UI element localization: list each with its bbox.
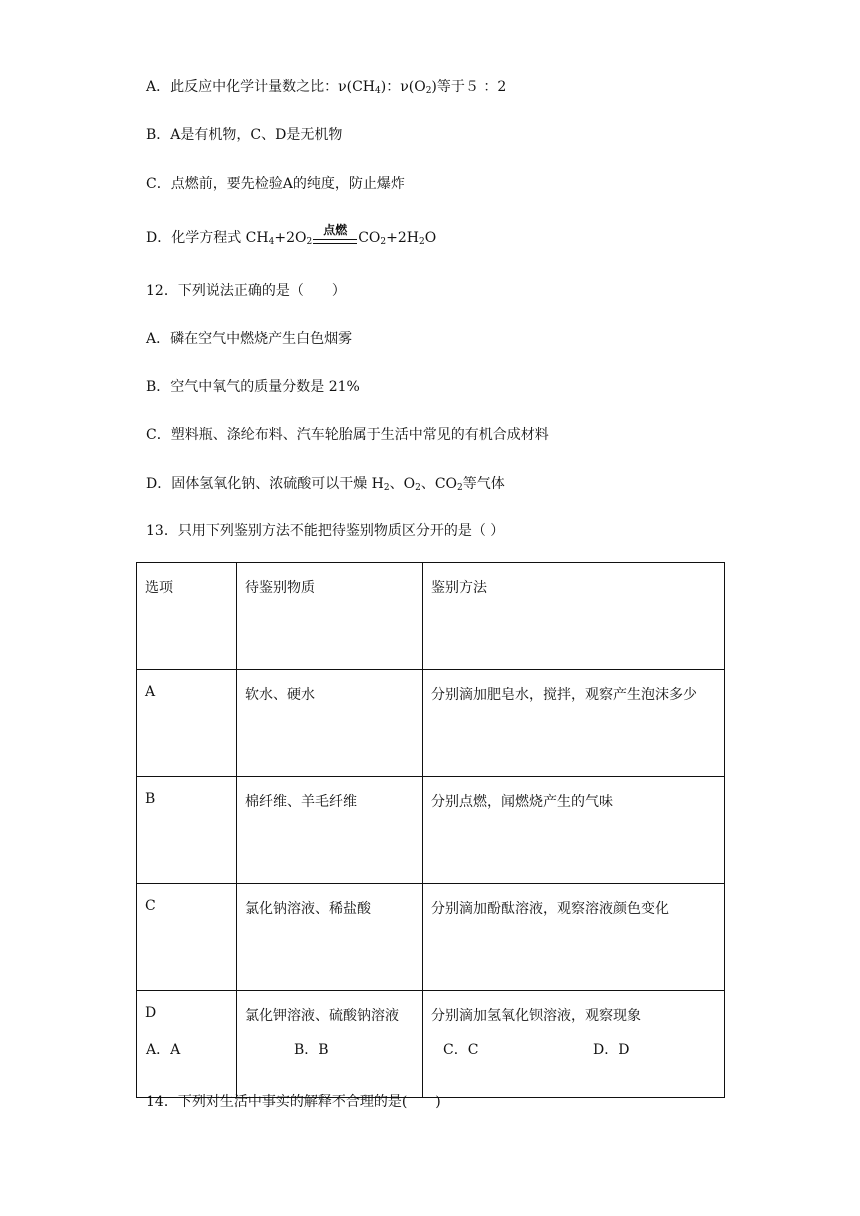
table-cell: 棉纤维、羊毛纤维 <box>237 777 423 884</box>
table-row <box>137 777 725 884</box>
equals-sign <box>313 239 357 244</box>
q12-stem: 12．下列说法正确的是（ ） <box>146 283 346 299</box>
table-cell: 分别点燃，闻燃烧产生的气味 <box>423 777 725 884</box>
q11-option-c: C．点燃前，要先检验A的纯度，防止爆炸 <box>146 176 405 192</box>
q13-option-c: C．C <box>443 1042 479 1058</box>
table-cell: 分别滴加肥皂水，搅拌，观察产生泡沫多少 <box>423 670 725 777</box>
table-header-cell: 鉴别方法 <box>423 563 725 670</box>
q13-table <box>136 562 725 1098</box>
table-header-cell: 选项 <box>137 563 237 670</box>
table-header-cell: 待鉴别物质 <box>237 563 423 670</box>
table-cell: A <box>137 670 237 777</box>
q13-option-d: D．D <box>593 1042 630 1058</box>
table-cell: 氯化钾溶液、硫酸钠溶液 <box>237 991 423 1098</box>
table-cell: 分别滴加氢氧化钡溶液，观察现象 <box>423 991 725 1098</box>
q13-option-a: A．A <box>146 1042 181 1058</box>
q11-option-a: A．此反应中化学计量数之比：$\nu(CH_4)$：$\nu(O_2)$等于５ ：2 <box>146 79 507 96</box>
table-row <box>137 670 725 777</box>
table-cell: B <box>137 777 237 884</box>
reaction-condition: 点燃 <box>313 229 357 247</box>
table-cell: 软水、硬水 <box>237 670 423 777</box>
q13-option-b: B．B <box>294 1042 329 1058</box>
q14-stem: 14．下列对生活中事实的解释不合理的是( ) <box>146 1094 441 1110</box>
q12-option-c: C．塑料瓶、涤纶布料、汽车轮胎属于生活中常见的有机合成材料 <box>146 427 549 443</box>
table-cell: 分别滴加酚酞溶液，观察溶液颜色变化 <box>423 884 725 991</box>
q13-options <box>146 1039 746 1059</box>
table-cell: 氯化钠溶液、稀盐酸 <box>237 884 423 991</box>
q11-option-b: B．A是有机物，C、D是无机物 <box>146 127 343 143</box>
q12-option-d: D．固体氢氧化钠、浓硫酸可以干燥 $H_2$、$O_2$、$CO_2$等气体 <box>146 476 505 493</box>
table-cell: C <box>137 884 237 991</box>
q12-option-b: B．空气中氧气的质量分数是 21% <box>146 379 360 395</box>
q11-option-d: D．化学方程式 $CH_4+2O_2$ 点燃 $CO_2+2H_2O$ <box>146 223 437 247</box>
q12-option-a: A．磷在空气中燃烧产生白色烟雾 <box>146 331 353 347</box>
q13-stem: 13．只用下列鉴别方法不能把待鉴别物质区分开的是（ ） <box>146 523 505 539</box>
table-header-row <box>137 563 725 670</box>
table-row <box>137 884 725 991</box>
table-cell: D <box>137 991 237 1098</box>
